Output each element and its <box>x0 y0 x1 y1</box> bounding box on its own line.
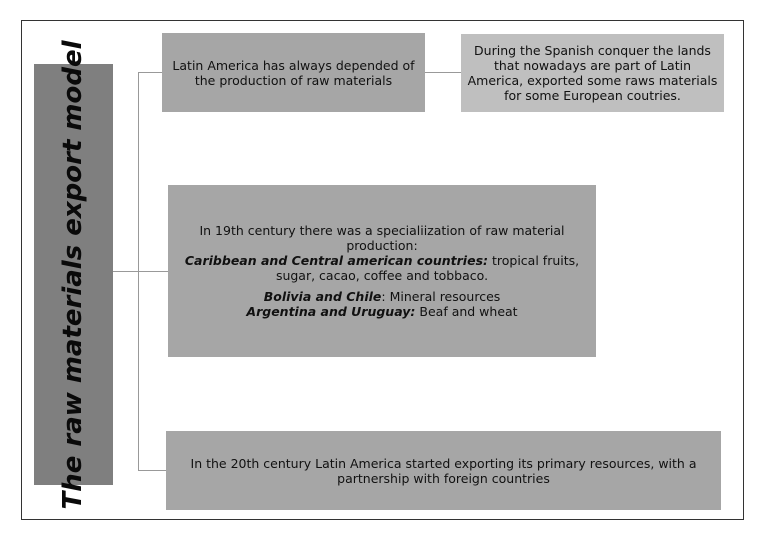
box-20th-century <box>166 431 721 510</box>
connector-to-box4 <box>138 470 166 471</box>
box-latin-america <box>162 33 425 112</box>
diagram-title: The raw materials export model <box>58 40 88 510</box>
box-19th-century <box>168 185 596 357</box>
box-19th-caribbean <box>178 253 586 283</box>
box-19th-bolivia <box>264 289 501 304</box>
argentina-text: Beaf and wheat <box>415 304 518 319</box>
connector-box1-box2 <box>425 72 461 73</box>
box-19th-argentina <box>246 304 517 319</box>
argentina-label: Argentina and Uruguay: <box>246 304 416 319</box>
connector-to-box1 <box>138 72 162 73</box>
box-spanish-conquest-text: During the Spanish conquer the lands that nowadays are part of Latin America, exported some raws materials for some European coutries. <box>467 43 718 103</box>
box-20th-century-text: In the 20th century Latin America started exporting its primary resources, with a partnership with foreign countries <box>190 455 697 486</box>
box-spanish-conquest <box>461 34 724 112</box>
connector-to-title <box>113 271 138 272</box>
caribbean-label: Caribbean and Central american countries: <box>184 253 489 268</box>
connector-to-box3 <box>138 271 168 272</box>
caribbean-text: tropical fruits, sugar, cacao, coffee and tobbaco. <box>275 253 580 283</box>
box-latin-america-text: Latin America has always depended of the production of raw materials <box>172 57 415 88</box>
bolivia-text: : Mineral resources <box>381 289 501 304</box>
bolivia-label: Bolivia and Chile <box>263 289 382 304</box>
box-19th-intro: In 19th century there was a specialiization of raw material production: <box>199 223 565 253</box>
